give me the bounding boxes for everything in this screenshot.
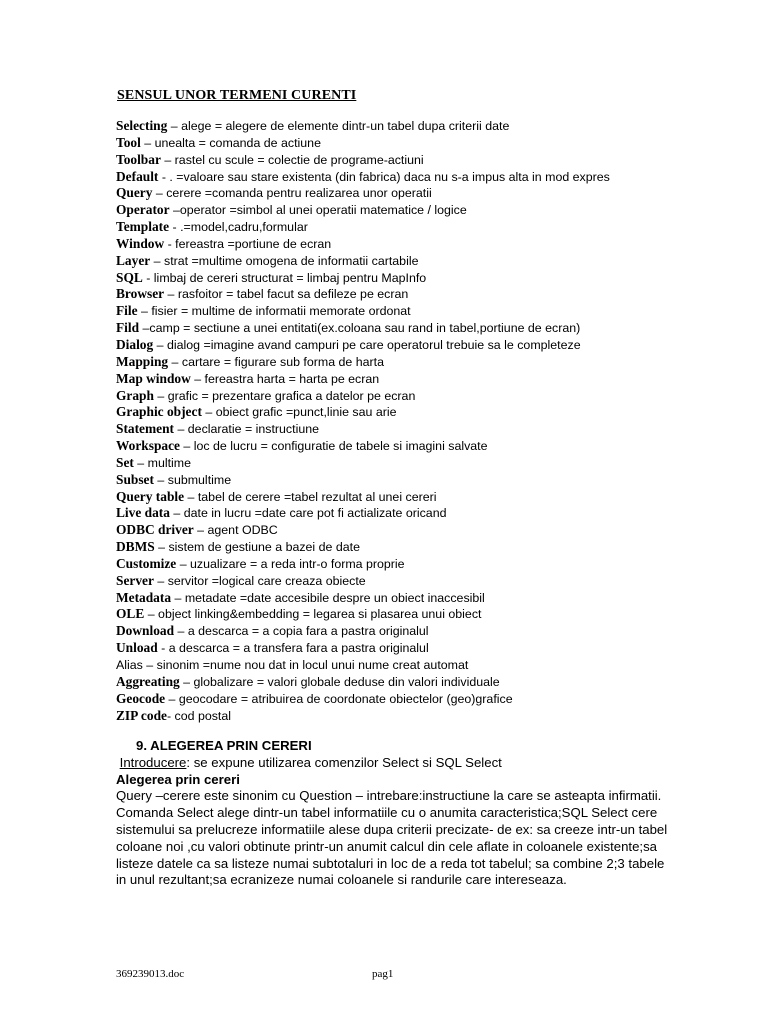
glossary-term: Window (116, 235, 165, 251)
glossary-entry (116, 573, 661, 590)
glossary-entry (116, 152, 661, 169)
glossary-entry (116, 522, 661, 539)
glossary-definition: – declaratie = instructiune (174, 422, 320, 437)
glossary-term: Mapping (116, 353, 169, 369)
glossary-term: Dialog (116, 336, 154, 352)
glossary-term: Download (116, 623, 175, 639)
glossary-term: Set (116, 454, 134, 470)
glossary-term: Map window (116, 370, 191, 386)
glossary-definition: – tabel de cerere =tabel rezultat al unei cereri (184, 489, 437, 504)
intro-label: Introducere (119, 754, 187, 770)
glossary-definition: – object linking&embedding = legarea si plasarea unui obiect (144, 607, 482, 622)
glossary-entry (116, 590, 661, 607)
glossary-definition: – strat =multime omogena de informatii cartabile (150, 253, 419, 268)
glossary-term: Browser (116, 286, 165, 302)
glossary-entry (116, 404, 661, 421)
glossary-definition: – cerere =comanda pentru realizarea unor operatii (152, 186, 432, 201)
glossary-entry (116, 219, 661, 236)
glossary-definition: - fereastra =portiune de ecran (164, 236, 332, 251)
glossary-term: Statement (116, 421, 175, 437)
glossary-term: Selecting (116, 118, 168, 133)
glossary-entry (116, 489, 661, 506)
glossary-term: Graph (116, 387, 154, 403)
glossary-entry (116, 354, 661, 371)
glossary-term: Live data (116, 505, 170, 521)
glossary-term: Subset (116, 471, 154, 487)
glossary-definition: – cartare = figurare sub forma de harta (168, 354, 385, 369)
glossary-entry (116, 236, 661, 253)
glossary-definition: – servitor =logical care creaza obiecte (153, 573, 366, 588)
glossary-definition: – grafic = prezentare grafica a datelor pe ecran (153, 388, 416, 403)
glossary-entry (116, 202, 661, 219)
intro-text: : se expune utilizarea comenzilor Select si SQL Select (186, 754, 502, 770)
glossary-definition: – a descarca = a copia fara a pastra originalul (174, 624, 429, 639)
paragraph-select: Comanda Select alege dintr-un tabel informatiile cu o anumita caracteristica;SQL Select cere sistemului sa prelucreze informatiile alese dupa criterii precizate- de ex: sa creeze intr-un tabel coloane noi ,cu valori obtinute printr-un anumit calcul din cele aflate in coloanele existente;sa listeze datele ca sa listeze numai subtotaluri in loc de a reda tot tabelul; sa combine 2;3 tabele in unul rezultant;sa ecranizeze numai coloanele si randurile care intereseaza. (116, 805, 668, 888)
glossary-definition: Alias – sinonim =nume nou dat in locul unui nume creat automat (116, 658, 469, 672)
glossary-definition: – fereastra harta = harta pe ecran (190, 371, 380, 386)
glossary-term: ODBC driver (116, 522, 194, 538)
glossary-term: Query (116, 185, 153, 201)
glossary-entry (116, 253, 661, 270)
section-query-selection (116, 738, 676, 889)
paragraph-query: Query –cerere este sinonim cu Question – intrebare:instructiune la care se asteapta infirmatii. (116, 788, 662, 804)
glossary-definition: – dialog =imagine avand campuri pe care operatorul trebuie sa le completeze (153, 337, 581, 352)
glossary-entry (116, 691, 661, 708)
glossary-definition: – fisier = multime de informatii memorate ordonat (137, 304, 411, 319)
glossary-term: Graphic object (116, 404, 202, 420)
intro-line (116, 755, 676, 772)
glossary-term: Unload (116, 640, 158, 656)
glossary-entry (116, 455, 661, 472)
glossary-entry (116, 640, 661, 657)
glossary-definition: – obiect grafic =punct,linie sau arie (201, 405, 397, 420)
glossary-entry (116, 708, 661, 725)
glossary-entry (116, 371, 661, 388)
glossary-term: Aggreating (116, 673, 180, 689)
glossary-entry (116, 657, 661, 674)
subheading: Alegerea prin cereri (116, 771, 240, 787)
glossary-term: DBMS (116, 539, 155, 555)
glossary-definition: – unealta = comanda de actiune (140, 135, 321, 150)
glossary-term: Fild (116, 320, 140, 336)
glossary-definition: –camp = sectiune a unei entitati(ex.coloana sau rand in tabel,portiune de ecran) (139, 321, 581, 336)
glossary-entry (116, 623, 661, 640)
glossary-definition: – alege = alegere de elemente dintr-un tabel dupa criterii date (167, 119, 510, 133)
glossary-definition: –operator =simbol al unei operatii matematice / logice (169, 203, 467, 218)
glossary-term: Geocode (116, 690, 166, 706)
glossary-definition: – multime (133, 455, 192, 470)
glossary-definition: – rastel cu scule = colectie de programe-actiuni (160, 152, 424, 167)
glossary-entry (116, 286, 661, 303)
glossary-term: Customize (116, 555, 177, 571)
footer-filename: 369239013.doc (116, 968, 185, 980)
glossary-definition: – rasfoitor = tabel facut sa defileze pe ecran (164, 287, 409, 302)
glossary-term: Workspace (116, 438, 180, 454)
glossary-entry (116, 337, 661, 354)
glossary-entry (116, 118, 661, 135)
glossary-definition: – loc de lucru = configuratie de tabele si imagini salvate (179, 439, 488, 454)
footer-page-number: pag1 (372, 968, 394, 980)
glossary-entry (116, 606, 661, 623)
glossary-term: OLE (116, 606, 145, 622)
glossary-definition: - limbaj de cereri structurat = limbaj pentru MapInfo (142, 270, 427, 285)
glossary-entry (116, 320, 661, 337)
glossary-definition: – geocodare = atribuirea de coordonate obiectelor (geo)grafice (165, 691, 513, 706)
glossary-term: Server (116, 572, 154, 588)
glossary-entry (116, 270, 661, 287)
glossary-term: Template (116, 219, 170, 235)
glossary-entry (116, 169, 661, 186)
glossary-definition: - a descarca = a transfera fara a pastra originalul (157, 641, 429, 656)
glossary-entry (116, 438, 661, 455)
glossary-entry (116, 185, 661, 202)
glossary-term: Metadata (116, 589, 172, 605)
glossary-definition: - cod postal (166, 708, 232, 723)
glossary-entry (116, 388, 661, 405)
glossary-entry (116, 674, 661, 691)
page-title: SENSUL UNOR TERMENI CURENTI (117, 88, 357, 103)
glossary-term: Operator (116, 202, 170, 218)
glossary-term: ZIP code (116, 707, 167, 723)
glossary-definition: – date in lucru =date care pot fi actializate oricand (169, 506, 447, 521)
glossary-term: Layer (116, 252, 151, 268)
glossary-term: SQL (116, 269, 143, 285)
glossary-definition: – sistem de gestiune a bazei de date (154, 540, 360, 555)
glossary-definition: – metadate =date accesibile despre un obiect inaccesibil (171, 590, 485, 605)
glossary-entry (116, 472, 661, 489)
glossary-list (116, 118, 661, 724)
glossary-term: Query table (116, 488, 185, 504)
glossary-entry (116, 303, 661, 320)
glossary-term: Default (116, 168, 159, 184)
glossary-definition: – agent ODBC (193, 523, 278, 538)
glossary-definition: - . =valoare sau stare existenta (din fabrica) daca nu s-a impus alta in mod expres (158, 169, 610, 184)
glossary-entry (116, 421, 661, 438)
glossary-term: Toolbar (116, 151, 161, 167)
glossary-entry (116, 505, 661, 522)
glossary-definition: - .=model,cadru,formular (169, 220, 308, 235)
glossary-definition: – globalizare = valori globale deduse din valori individuale (179, 674, 500, 689)
glossary-term: Tool (116, 134, 141, 150)
glossary-term: File (116, 303, 138, 319)
glossary-definition: – submultime (153, 472, 232, 487)
glossary-definition: – uzualizare = a reda intr-o forma proprie (176, 556, 405, 571)
glossary-entry (116, 556, 661, 573)
glossary-entry (116, 539, 661, 556)
section-heading: 9. ALEGEREA PRIN CERERI (136, 738, 312, 753)
glossary-entry (116, 135, 661, 152)
